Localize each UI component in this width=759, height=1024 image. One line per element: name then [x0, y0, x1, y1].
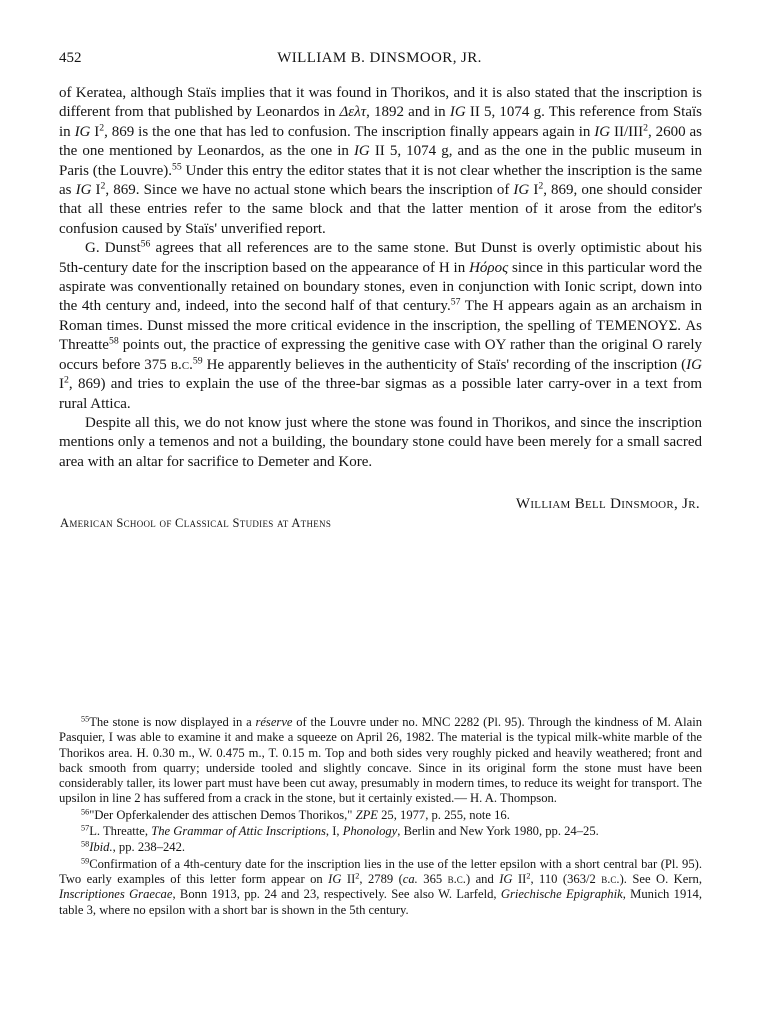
- footnote-59: $^{59}$Confirmation of a 4th-century date for the inscription lies in the use of the letter epsilon with a short central bar (Pl. 95). Two early examples of this letter form appear on IG $II^2$, 2789 (ca. 365 b.c.) and IG $II^2$, 110 (363/2 b.c.). See O. Kern, Inscriptiones Graecae, Bonn 1913, pp. 24 and 23, respectively. See also W. Larfeld, Griechische Epigraphik, Munich 1914, table 3, where no epsilon with a short bar is shown in the 5th century.: [59, 856, 702, 917]
- footnote-57: $^{57}$L. Threatte, The Grammar of Attic Inscriptions, I, Phonology, Berlin and New York 1980, pp. 24–25.: [81, 823, 599, 839]
- footnote-ref-57[interactable]: 57: [450, 297, 461, 309]
- main-text: [59, 84, 702, 472]
- footnote-ref-58[interactable]: 58: [108, 335, 119, 347]
- running-head: WILLIAM B. DINSMOOR, JR.: [277, 50, 482, 66]
- footnote-56: $^{56}$"Der Opferkalender des attischen Demos Thorikos," ZPE 25, 1977, p. 255, note 16.: [81, 807, 510, 822]
- paragraph-1: of Keratea, although Staïs implies that it was found in Thorikos, and it is also stated that the inscription is different from that published by Leonardos in Δελτ, 1892 and in IG II 5, 1074 g. This reference from Staïs in IG $I^2$, 869 is the one that has led to confusion. The inscription finally appears again in IG II/III$^2$, 2600 as the one mentioned by Leonardos, as the one in IG II 5, 1074 g, and as the one in the public museum in Paris (the Louvre).$^{55}$ Under this entry the editor states that it is not clear whether the inscription is the same as IG $I^2$, 869. Since we have no actual stone which bears the inscription of IG $I^2$, 869, one should consider that all these entries refer to the same block and that the latter mention of it arose from the editor's confusion caused by Staïs' unverified report.: [59, 85, 703, 237]
- author-signature: William Bell Dinsmoor, Jr.: [515, 496, 700, 512]
- footnote-ref-56[interactable]: 56: [140, 238, 151, 250]
- footnote-55: $^{55}$The stone is now displayed in a réserve of the Louvre under no. MNC 2282 (Pl. 95). Through the kindness of M. Alain Pasquier, I was able to examine it and make a squeeze on April 26, 1982. The material is the typical milk-white marble of the Thorikos area. H. 0.30 m., W. 0.475 m., T. 0.15 m. Top and both sides very roughly picked and heavily weathered; front and back smooth from quarry; underside tooled and slightly concave. Since in its original form the stone must have been considerably taller, its lower part must have been cut away, presumably in modern times, to reduce its weight for transport. The upsilon in line 2 has suffered from a crack in the stone, but it certainly existed.— H. A. Thompson.: [59, 714, 702, 806]
- footnotes: [59, 715, 702, 919]
- author-affiliation: American School of Classical Studies at Athens: [60, 516, 332, 530]
- footnote-58: $^{58}$Ibid., pp. 238–242.: [81, 839, 186, 855]
- page-number: 452: [59, 50, 82, 66]
- footnote-ref-55[interactable]: 55: [171, 161, 182, 173]
- footnote-ref-59[interactable]: 59: [192, 355, 203, 367]
- paragraph-2: G. Dunst$^{56}$ agrees that all references are to the same stone. But Dunst is overly optimistic about his 5th-century date for the inscription based on the appearance of H in Hόρος since in this particular word the aspirate was conventionally retained on boundary stones, even in conjunction with Ionic script, down into the 4th century and, indeed, into the second half of that century.$^{57}$ The H appears again as an archaism in Roman times. Dunst missed the more critical evidence in the inscription, the spelling of ΤΕΜΕΝΟΥΣ. As Threatte$^{58}$ points out, the practice of expressing the genitive case with OY rather than the original O rarely occurs before 375 b.c.$^{59}$ He apparently believes in the authenticity of Staïs' recording of the inscription (IG $I^2$, 869) and tries to explain the use of the three-bar sigmas as a possible later carry-over in a text from rural Attica.: [59, 238, 703, 412]
- paragraph-3: Despite all this, we do not know just where the stone was found in Thorikos, and since the inscription mentions only a temenos and not a building, the boundary stone could have been merely for a small sacred area with an altar for sacrifice to Demeter and Kore.: [59, 414, 702, 470]
